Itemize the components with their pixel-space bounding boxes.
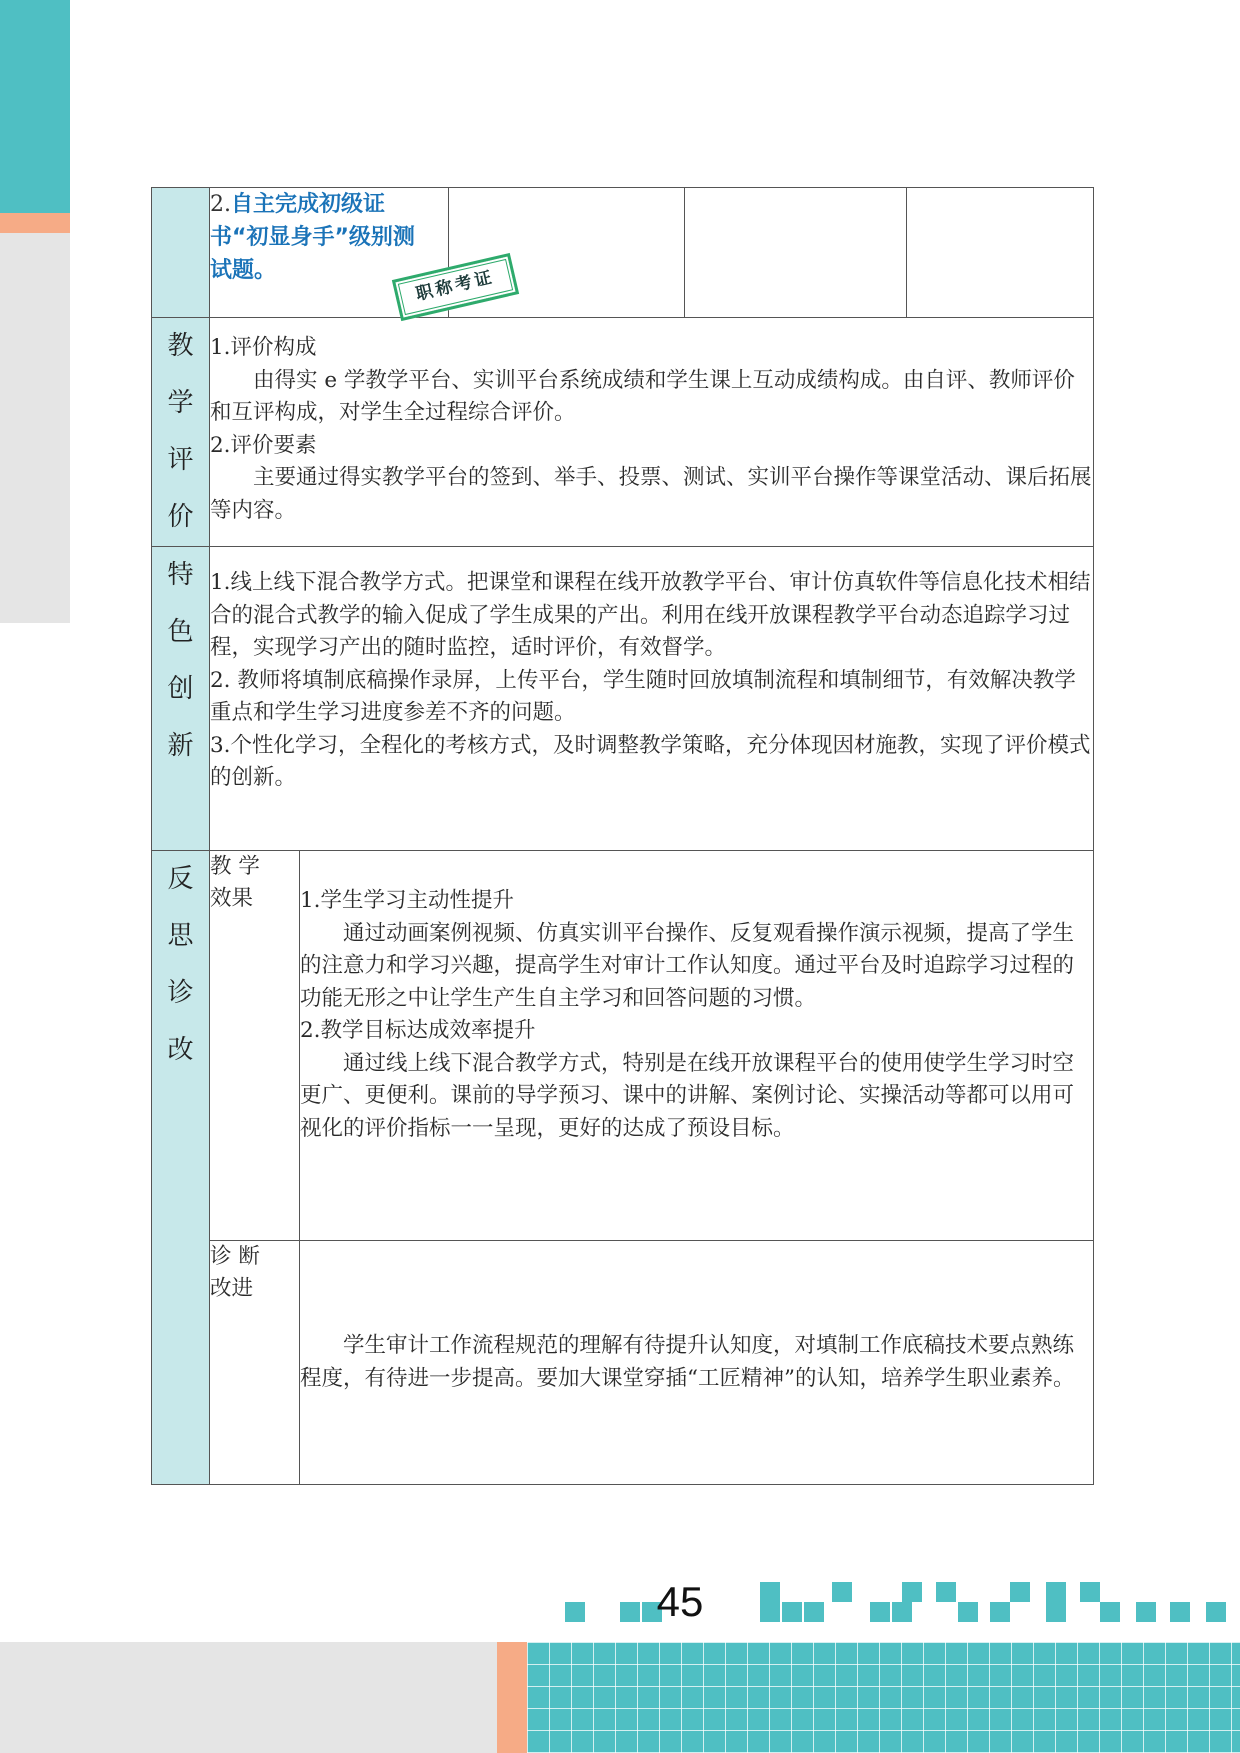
innovation-row (152, 547, 1094, 851)
bottom-grid-pattern (527, 1642, 1240, 1753)
pixel-decoration (565, 1602, 585, 1622)
pixel-decoration (620, 1602, 640, 1622)
bottom-teal-band (527, 1642, 1240, 1753)
pixel-decoration (1046, 1582, 1066, 1602)
innovation-item-1: 1.线上线下混合教学方式。把课堂和课程在线开放教学平台、审计仿真软件等信息化技术相结合的混合式教学的输入促成了学生成果的产出。利用在线开放课程教学平台动态追踪学习过程，实现学习产出的随时监控，适时评价，有效督学。 (210, 570, 1091, 660)
evaluation-heading-1: 1.评价构成 (210, 335, 317, 360)
task-number: 2. (210, 192, 231, 217)
top-empty-cell-2 (685, 188, 907, 318)
top-row-label-cell (152, 188, 210, 318)
innovation-label: 特 色 创 新 (152, 547, 210, 851)
innovation-content (210, 547, 1094, 851)
pixel-decoration (1010, 1582, 1030, 1602)
diagnosis-content (300, 1241, 1094, 1485)
bottom-orange-band (497, 1642, 527, 1753)
effect-text-2: 通过线上线下混合教学方式，特别是在线开放课程平台的使用使学生学习时空更广、更便利。课前的导学预习、课中的讲解、案例讨论、实操活动等都可以用可视化的评价指标一一呈现，更好的达成了预设目标。 (300, 1050, 1075, 1141)
bottom-gray-band (0, 1642, 497, 1753)
pixel-decoration (1080, 1582, 1100, 1602)
pixel-decoration (1100, 1602, 1120, 1622)
diagnosis-text: 学生审计工作流程规范的理解有待提升认知度，对填制工作底稿技术要点熟练程度，有待进一步提高。要加大课堂穿插“工匠精神”的认知，培养学生职业素养。 (300, 1333, 1075, 1391)
innovation-item-3: 3.个性化学习，全程化的考核方式，及时调整教学策略，充分体现因材施教，实现了评价模式的创新。 (210, 732, 1091, 790)
reflection-effect-row (152, 851, 1094, 1241)
pixel-decoration (936, 1582, 956, 1602)
pixel-decoration (870, 1602, 890, 1622)
effect-text-1: 通过动画案例视频、仿真实训平台操作、反复观看操作演示视频，提高了学生的注意力和学习兴趣，提高学生对审计工作认知度。通过平台及时追踪学习过程的功能无形之中让学生产生自主学习和回答问题的习惯。 (300, 920, 1075, 1011)
pixel-decoration (760, 1602, 780, 1622)
pixel-decoration (1136, 1602, 1156, 1622)
side-orange-bar (0, 213, 70, 233)
evaluation-text-2: 主要通过得实教学平台的签到、举手、投票、测试、实训平台操作等课堂活动、课后拓展等内容。 (210, 465, 1092, 523)
evaluation-text-1: 由得实 e 学教学平台、实训平台系统成绩和学生课上互动成绩构成。由自评、教师评价和互评构成，对学生全过程综合评价。 (210, 367, 1075, 425)
lesson-plan-table (151, 187, 1094, 1485)
pixel-decoration (902, 1582, 922, 1602)
pixel-decoration (892, 1602, 912, 1622)
pixel-decoration (958, 1602, 978, 1622)
effect-heading-2: 2.教学目标达成效率提升 (300, 1018, 536, 1043)
pixel-decoration (1206, 1602, 1226, 1622)
page-number: 45 (656, 1578, 704, 1625)
side-gray-bar (0, 233, 70, 623)
effect-heading-1: 1.学生学习主动性提升 (300, 888, 515, 913)
side-teal-bar (0, 0, 70, 213)
pixel-decoration (804, 1602, 824, 1622)
diagnosis-label: 诊 断 改进 (210, 1241, 300, 1485)
pixel-decoration (782, 1602, 802, 1622)
evaluation-label: 教 学 评 价 (152, 318, 210, 547)
top-row (152, 188, 1094, 318)
pixel-decoration (760, 1582, 780, 1602)
pixel-decoration (990, 1602, 1010, 1622)
teaching-effect-content (300, 851, 1094, 1241)
teaching-effect-label: 教 学 效果 (210, 851, 300, 1241)
reflection-diagnosis-row (152, 1241, 1094, 1485)
reflection-label: 反 思 诊 改 (152, 851, 210, 1485)
innovation-item-2: 2. 教师将填制底稿操作录屏，上传平台，学生随时回放填制流程和填制细节，有效解决教学重点和学生学习进度参差不齐的问题。 (210, 667, 1076, 725)
evaluation-row (152, 318, 1094, 547)
evaluation-heading-2: 2.评价要素 (210, 432, 317, 458)
pixel-decoration (832, 1582, 852, 1602)
pixel-decoration (1170, 1602, 1190, 1622)
certificate-stamp: 职称考证 (392, 253, 519, 321)
pixel-decoration (1046, 1602, 1066, 1622)
top-empty-cell-3 (907, 188, 1094, 318)
top-task-cell (210, 188, 497, 318)
task-title: 自主完成初级证书“初显身手”级别测试题。 (210, 192, 415, 283)
evaluation-content (210, 318, 1094, 547)
